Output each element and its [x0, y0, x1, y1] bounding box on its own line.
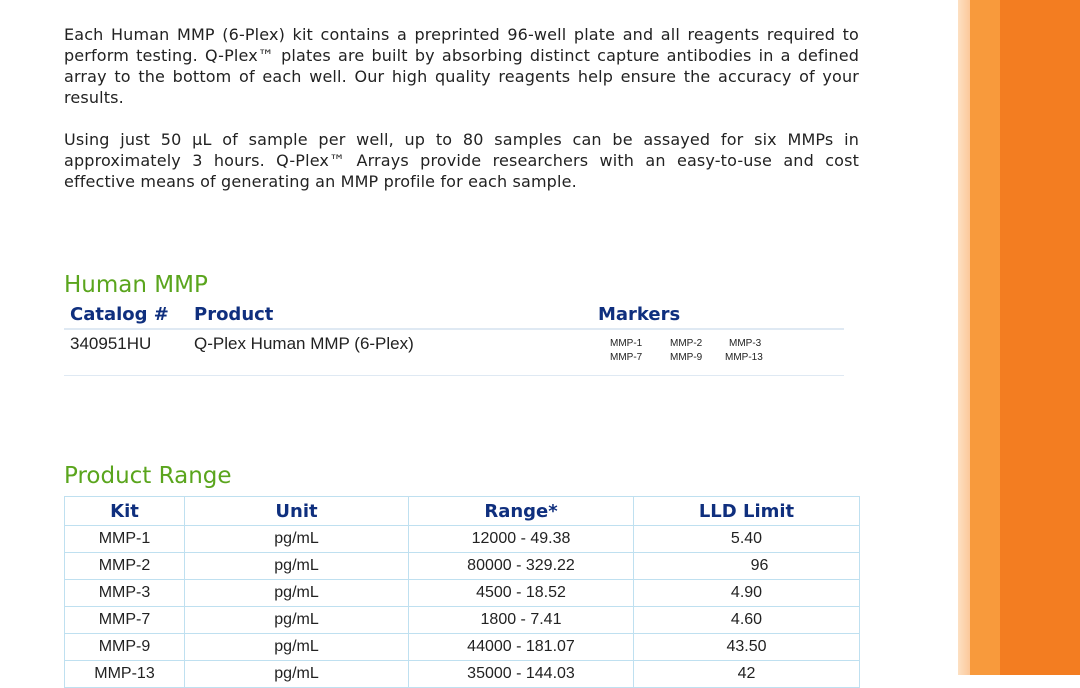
unit-cell: pg/mL	[185, 553, 409, 580]
marker-item: MMP-2	[670, 338, 703, 349]
unit-cell: pg/mL	[185, 634, 409, 661]
range-cell: 12000 - 49.38	[409, 526, 634, 553]
lld-cell: 4.90	[634, 580, 860, 607]
human-mmp-title: Human MMP	[64, 272, 208, 298]
marker-item: MMP-1	[610, 338, 643, 349]
unit-cell: pg/mL	[185, 661, 409, 688]
marker-item: MMP-9	[670, 352, 703, 363]
product-name: Q-Plex Human MMP (6-Plex)	[194, 334, 414, 353]
marker-item: MMP-3	[729, 338, 762, 349]
product-range-title: Product Range	[64, 463, 232, 489]
marker-item: MMP-13	[725, 352, 763, 363]
orange-stripe-light	[970, 0, 1000, 675]
table-row	[65, 661, 860, 688]
kit-cell: MMP-1	[65, 526, 185, 553]
kit-cell: MMP-9	[65, 634, 185, 661]
unit-header: Unit	[185, 497, 409, 526]
intro-paragraph-1: Each Human MMP (6-Plex) kit contains a preprinted 96-well plate and all reagents required to perform testing. Q-Plex™ plates are built by absorbing distinct capture antibodies in a defined array to the bottom of each well. Our high quality reagents help ensure the accuracy of your results.	[64, 25, 859, 107]
lld-cell: 4.60	[634, 607, 860, 634]
catalog-header: Catalog #	[70, 304, 169, 325]
lld-limit-header: LLD Limit	[634, 497, 860, 526]
range-header: Range*	[409, 497, 634, 526]
table-row	[65, 553, 860, 580]
product-range-table	[64, 496, 860, 688]
kit-cell: MMP-13	[65, 661, 185, 688]
lld-cell: 42	[634, 661, 860, 688]
table-row	[65, 580, 860, 607]
range-cell: 44000 - 181.07	[409, 634, 634, 661]
table-header-row	[65, 497, 860, 526]
intro-paragraph-2: Using just 50 µL of sample per well, up to 80 samples can be assayed for six MMPs in approximately 3 hours. Q-Plex™ Arrays provide researchers with an easy-to-use and cost effective means of generating an MMP profile for each sample.	[64, 130, 859, 191]
orange-stripe-dark	[1000, 0, 1080, 675]
kit-header: Kit	[65, 497, 185, 526]
range-cell: 35000 - 144.03	[409, 661, 634, 688]
header-divider	[64, 328, 844, 330]
range-cell: 1800 - 7.41	[409, 607, 634, 634]
kit-cell: MMP-2	[65, 553, 185, 580]
unit-cell: pg/mL	[185, 580, 409, 607]
product-header: Product	[194, 304, 274, 325]
markers-header: Markers	[598, 304, 681, 325]
row-divider	[64, 375, 844, 376]
table-row	[65, 526, 860, 553]
kit-cell: MMP-3	[65, 580, 185, 607]
marker-item: MMP-7	[610, 352, 643, 363]
table-row	[65, 607, 860, 634]
unit-cell: pg/mL	[185, 607, 409, 634]
range-cell: 4500 - 18.52	[409, 580, 634, 607]
lld-cell: 43.50	[634, 634, 860, 661]
table-row	[65, 634, 860, 661]
range-cell: 80000 - 329.22	[409, 553, 634, 580]
lld-cell: 96	[634, 553, 860, 580]
lld-cell: 5.40	[634, 526, 860, 553]
unit-cell: pg/mL	[185, 526, 409, 553]
orange-stripe-fade	[958, 0, 970, 675]
catalog-number: 340951HU	[70, 334, 152, 353]
kit-cell: MMP-7	[65, 607, 185, 634]
